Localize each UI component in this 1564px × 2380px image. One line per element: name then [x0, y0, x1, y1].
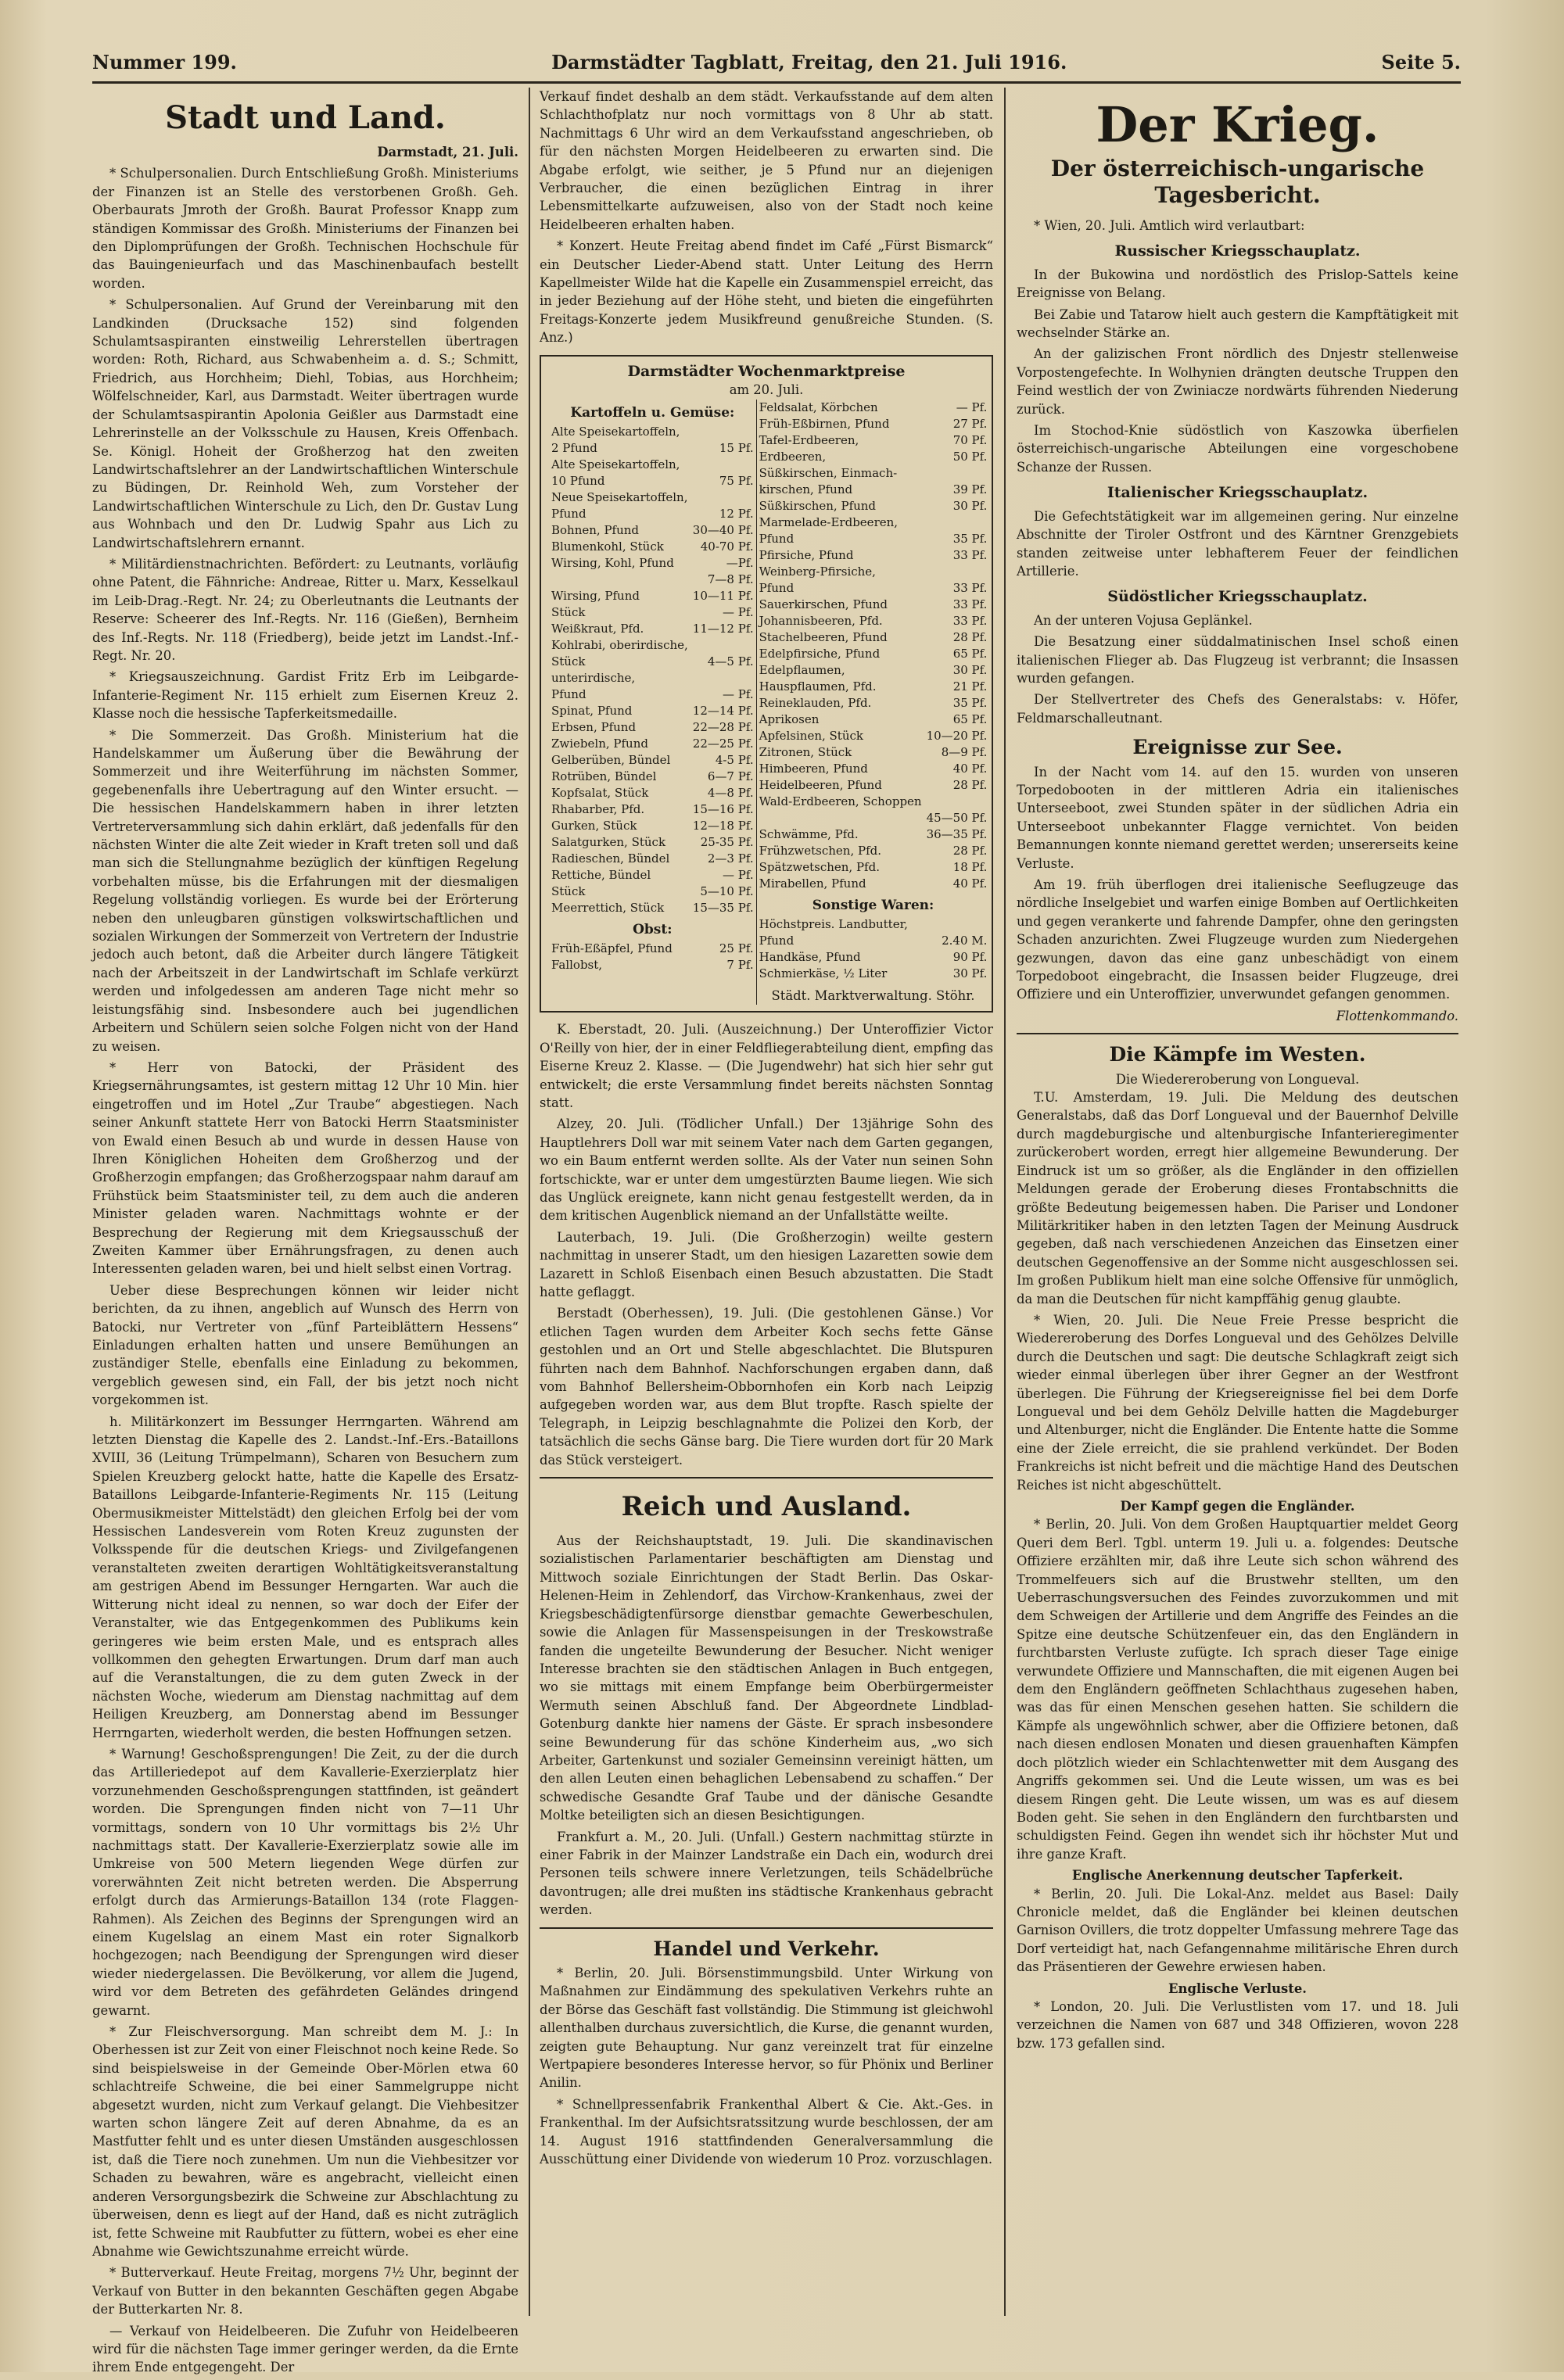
subheading: Südöstlicher Kriegsschauplatz. [1107, 588, 1368, 606]
price-item [757, 810, 924, 826]
price-value: 65 Pf. [952, 711, 988, 726]
article: Alzey, 20. Juli. (Tödlicher Unfall.) Der 13jährige Sohn des Hauptlehrers Doll war mit seinem Vater nach dem Garten gegangen, wo ein Baum entfernt werden sollte. Als der Vater nun seinen Sohn fortschickte, war er unter dem umgestürzten Baume liegen. Wie sich das Unglück ereignete, kann nicht genau festgestellt werden, da in dem kritischen Augenblick niemand an der Unfallstätte weilte. [540, 1117, 993, 1224]
price-row [757, 728, 990, 744]
article: Frankfurt a. M., 20. Juli. (Unfall.) Gestern nachmittag stürzte in einer Fabrik in der Mainzer Landstraße ein Dach ein, wodurch drei Personen teils schwere innere Verletzungen, teils Schädelbrüche davontrugen; alle drei mußten ins städtische Krankenhaus gebracht werden. [540, 1829, 993, 1918]
article: — Verkauf von Heidelbeeren. Die Zufuhr von Heidelbeeren wird für die nächsten Tage immer geringer werden, da die Ernte ihrem Ende entgegengeht. Der [92, 2323, 518, 2375]
price-item: unterirdische, [551, 670, 636, 685]
price-row [549, 440, 756, 457]
price-row [757, 400, 990, 416]
price-value [932, 916, 990, 933]
market-title: Darmstädter Wochenmarktpreise [627, 362, 906, 380]
price-table [757, 916, 990, 982]
price-item [549, 572, 691, 588]
price-row [549, 785, 756, 801]
price-value: 40 Pf. [952, 761, 988, 776]
price-value: 65 Pf. [952, 646, 988, 661]
price-value: 28 Pf. [952, 843, 988, 858]
price-item: Weißkraut, Pfd. [551, 621, 644, 636]
price-item: Radieschen, Bündel [551, 851, 670, 866]
article: * Militärdienstnachrichten. Befördert: zu Leutnants, vorläufig ohne Patent, die Fähnriche: Andreae, Ritter u. Marx, Kesselkaul im Leib-Drag.-Regt. Nr. 24; zu Oberleutnants die Leutnants der Reserve: Scheerer des Inf.-Regts. Nr. 116 (Gießen), Bernheim des Inf.-Regts. Nr. 118 (Friedberg), beide jetzt im Landst.-Inf.-Regt. Nr. 20. [92, 556, 518, 663]
price-item: Wald-Erdbeeren, Schoppen [759, 794, 922, 808]
price-row [757, 564, 990, 580]
price-item: Edelpflaumen, [759, 662, 845, 677]
price-row [757, 547, 990, 564]
article: * Zur Fleischversorgung. Man schreibt dem M. J.: In Oberhessen ist zur Zeit von einer Fleischnot noch keine Rede. So sind beispielsweise in der Gemeinde Ober-Mörlen etwa 60 schlachtreife Schweine, die bei einer Sammelgruppe nicht abgesetzt wurden, nicht zum Verkauf gelangt. Die Viehbesitzer warten schon längere Zeit auf deren Abnahme, da es an Mastfutter fehlt und es unter diesen Umständen ausgeschlossen ist, daß die Tiere noch zunehmen. Um nun die Viehbesitzer vor Schaden zu bewahren, wäre es angebracht, vielleicht einen anderen Versorgungsbezirk die Schweine zur Abschlachtung zu überweisen, denn es liegt auf der Hand, daß es nicht zuträglich ist, fette Schweine mit Raubfutter zu füttern, wobei es eher eine Abnahme wie Gewichtszunahme erreicht würde. [92, 2024, 518, 2259]
price-row [549, 522, 756, 539]
price-value: 18 Pf. [952, 859, 988, 874]
price-value: 40 Pf. [952, 876, 988, 891]
price-value: 33 Pf. [952, 613, 988, 628]
article: * Butterverkauf. Heute Freitag, morgens 7½ Uhr, beginnt der Verkauf von Butter in den bekannten Geschäften gegen Abgabe der Butterkarten Nr. 8. [92, 2265, 518, 2317]
price-item: Erbsen, Pfund [551, 719, 637, 734]
price-item: Fallobst, [551, 958, 603, 973]
article: An der galizischen Front nördlich des Dnjestr stellenweise Vorpostengefechte. In Wolhynien drängten deutsche Truppen den Feind westlich der von Zwiniacze nordwärts führenden Niederung zurück. [1017, 346, 1458, 417]
article: T.U. Amsterdam, 19. Juli. Die Meldung des deutschen Generalstabs, daß das Dorf Longueval und der Bauernhof Delville durch magdeburgische und altenburgische Infanterieregimenter zurückerobert worden, erregt hier allgemeine Bewunderung. Der Eindruck ist um so größer, als die Engländer in den offiziellen Meldungen gerade der Eroberung dieses Frontabschnitts die größte Bedeutung beigemessen haben. Die Pariser und Londoner Militärkritiker haben in den letzten Tagen der Meinung Ausdruck gegeben, daß nach verschiedenen Anzeichen das Einsetzen einer deutschen Gegenoffensive an der Somme nicht ausgeschlossen sei. Im großen Publikum hielt man eine solche Offensive für unmöglich, da man die Deutschen für nicht kampffähig genug glaubte. [1017, 1090, 1458, 1306]
price-row [549, 851, 756, 867]
price-row [757, 916, 990, 933]
price-table [549, 424, 756, 916]
article: * Berlin, 20. Juli. Börsenstimmungsbild. Unter Wirkung von Maßnahmen zur Eindämmung des spekulativen Verkehrs ruhte an der Börse das Geschäft fast vollständig. Die Stimmung ist gleichwohl allenthalben durchaus zuversichtlich, die Kurse, die genannt wurden, zeigten gute Behauptung. Nur ganz vereinzelt trat für einzelne Wertpapiere besonderes Interesse hervor, so für Phönix und Berliner Anilin. [540, 1966, 993, 2091]
price-value: 15—35 Pf. [692, 900, 754, 915]
price-item: Edelpfirsiche, Pfund [759, 646, 881, 661]
price-row [757, 531, 990, 547]
price-value: — Pf. [722, 604, 754, 619]
price-item: Spätzwetschen, Pfd. [759, 859, 880, 874]
price-item: Pfund [759, 933, 795, 948]
price-item: kirschen, Pfund [759, 482, 853, 496]
price-value: 35 Pf. [952, 695, 988, 710]
price-value: —Pf. [726, 555, 754, 570]
price-value: 22—25 Pf. [692, 736, 754, 751]
signature: Der Stellvertreter des Chefs des Generalstabs: v. Höfer, Feldmarschalleutnant. [1017, 692, 1458, 726]
article: * Berlin, 20. Juli. Von dem Großen Hauptquartier meldet Georg Queri dem Berl. Tgbl. unterm 19. Juli u. a. folgendes: Deutsche Offiziere erzählten mir, daß ihre Leute sich schon während des Trommelfeuers sich auf die Brustwehr stellten, um den Ueberraschungsversuchen des Feindes zuvorzukommen und mit dem Schweigen der Artillerie und dem Angriffe des Feindes an die Spitze eine deutsche Schützenfeuer ein, das den Engländern in furchtbarsten Verluste zufügte. Ich sprach dieser Tage einige verwundete Offiziere und Mannschaften, die mit eigenen Augen bei dem den Engländern geöffneten Schlachthaus zugesehen haben, was das für einen Menschen gesehen hatten. Sie schildern die Kämpfe als ungewöhnlich schwer, aber die Offiziere betonen, daß nach diesen endlosen Monaten und diesen grauenhaften Kämpfen doch plötzlich wieder ein Schlachtenwetter mit dem Ausgang des Angriffs gekommen sei. Und die Leute wissen, um was es bei diesem Ringen geht. Die Leute wissen, um was es auf diesem Boden geht. Sie sehen in den Engländern den furchtbarsten und schuldigsten Feind. Gegen ihn wendet sich ihr höchster Mut und ihre ganze Kraft. [1017, 1517, 1458, 1862]
article: * Schulpersonalien. Auf Grund der Vereinbarung mit den Landkinden (Drucksache 152) sind folgenden Schulamtsaspiranten einstweilig Lehrerstellen übertragen worden: Roth, Richard, aus Schwabenheim a. d. S.; Schmitt, Friedrich, aus Horchheim; Diehl, Tobias, aus Horchheim; Wölfelschneider, Karl, aus Darmstadt. Weiter übertragen wurde der Schulamtsaspirantin Apolonia Geißler aus Darmstadt eine Lehrerinstelle an der Volksschule zu Hausen, Kreis Offenbach. Se. Königl. Hoheit der Großherzog hat den zweiten Landwirtschaftslehrer an der Landwirtschaftlichen Winterschule zu Büdingen, Dr. Reinhold Weh, zum Vorsteher der Landwirtschaftlichen Winterschule zu Lich, den Dr. Gustav Lung aus Wohnbach und den Dr. Ludwig Spahr aus Lich zu Landwirtschaftslehrern ernannt. [92, 297, 518, 550]
price-item: Bohnen, Pfund [551, 522, 640, 537]
price-value: 75 Pf. [719, 473, 754, 488]
price-value: 8—9 Pf. [941, 744, 988, 759]
price-item: Hauspflaumen, Pfd. [759, 679, 877, 694]
price-value: 2.40 M. [942, 933, 988, 948]
price-item: Rettiche, Bündel [551, 867, 651, 882]
section-rule [1017, 1033, 1458, 1034]
price-row [549, 637, 756, 654]
article: Im Stochod-Knie südöstlich von Kaszowka überfielen österreichisch-ungarische Abteilungen eine vorgeschobene Schanze der Russen. [1017, 423, 1458, 475]
price-value: 28 Pf. [952, 777, 988, 792]
price-value: 11—12 Pf. [692, 621, 754, 636]
price-item: Johannisbeeren, Pfd. [759, 613, 883, 628]
price-value: 27 Pf. [952, 416, 988, 431]
price-row [549, 736, 756, 752]
section-title: Handel und Verkehr. [653, 1937, 880, 1960]
price-value: 30 Pf. [952, 966, 988, 980]
article: Am 19. früh überflogen drei italienische Seeflugzeuge das nördliche Inselgebiet und warfen einige Bomben auf Oertlichkeiten und gegen verankerte und fahrende Dampfer, ohne den geringsten Schaden anzurichten. Zwei Flugzeuge wurden zum Niedergehen gezwungen, davon das eine ganz unbeschädigt von einem Torpedoboot eingebracht, die Insassen beider Flugzeuge, drei Offiziere und ein Unteroffizier, unverwundet gefangen genommen. [1017, 877, 1458, 1002]
price-value: 39 Pf. [952, 482, 988, 496]
article: * Wien, 20. Juli. Amtlich wird verlautbart: [1034, 218, 1305, 233]
section-title: Reich und Ausland. [621, 1491, 912, 1523]
column-war [1017, 90, 1458, 2056]
price-item: Höchstpreis. Landbutter, [759, 916, 908, 931]
price-item: Pfirsiche, Pfund [759, 547, 854, 562]
price-item: Stück [551, 654, 586, 668]
article: * Die Sommerzeit. Das Großh. Ministerium hat die Handelskammer um Äußerung über die Bewährung der Sommerzeit und ihre Weiterführung im nächsten Sommer, gegebenenfalls ihre Uebertragung auf den Winter ersucht. — Die hessischen Handelskammern haben in ihrer letzten Vertreterversammlung sich dahin erklärt, daß jedenfalls für den nächsten Winter die alte Zeit wieder in Kraft treten soll und daß man sich die Stellungnahme bezüglich der künftigen Regelung vorbehalten müsse, bis die Erfahrungen mit der diesmaligen Regelung vollständig vorliegen. Es wurde bei der Erörterung neben den unleugbaren günstigen volkswirtschaftlichen und sozialen Wirkungen der Sommerzeit von Vertretern der Industrie jedoch auch betont, daß die Arbeiter durch längere Tätigkeit nach der Arbeitszeit in der Landwirtschaft im Schlafe verkürzt werden und infolgedessen am anderen Tage nicht mehr so leistungsfähig sind. Insbesondere auch bei jugendlichen Arbeitern und Schülern seien solche Folgen nicht von der Hand zu weisen. [92, 727, 518, 1054]
price-item: Alte Speisekartoffeln, [551, 457, 680, 471]
price-value: 7 Pf. [726, 958, 754, 973]
article: h. Militärkonzert im Bessunger Herrngarten. Während am letzten Dienstag die Kapelle des 2. Landst.-Inf.-Ers.-Bataillons XVIII, 36 (Leitung Trümpelmann), Scharen von Besuchern zum Spielen Kreuzberg gelockt hatte, hatte die Kapelle des Ersatz-Bataillons Leibgarde-Infanterie-Regiments Nr. 115 (Leitung Obermusikmeister Mittelstädt) den gleichen Erfolg bei der vom Hessischen Landesverein vom Roten Kreuz zugunsten der Volksspende für die deutschen Kriegs- und Zivilgefangenen veranstalteten zweiten derartigen Wohltätigkeitsveranstaltung am gestrigen Abend im Bessunger Herngarten. War auch die Witterung nicht ideal zu nennen, so war doch der Eifer der Veranstalter, wie das Entgegenkommen des Publikums kein geringeres wie beim ersten Male, und es entsprach alles vollkommen den gehegten Erwartungen. Drum darf man auch auf die Veranstaltungen, die zu dem guten Zweck in der nächsten Woche, wiederum am Dienstag nachmittag auf dem Heiligen Kreuzberg, am Donnerstag abend im Bessunger Herrngarten, wiederholt werden, die besten Hoffnungen setzen. [92, 1414, 518, 1740]
price-item: Salatgurken, Stück [551, 834, 666, 849]
price-value: — Pf. [722, 686, 754, 701]
subheading: Russischer Kriegsschauplatz. [1114, 242, 1361, 260]
price-row [549, 769, 756, 785]
price-value: 30—40 Pf. [692, 522, 754, 537]
price-item: Pfund [551, 506, 586, 521]
price-value: 15—16 Pf. [692, 801, 754, 816]
price-value: 28 Pf. [952, 629, 988, 644]
price-row [757, 432, 990, 449]
price-row [549, 572, 756, 588]
price-row [757, 810, 990, 826]
section-rule [540, 1477, 993, 1479]
market-footer: Städt. Marktverwaltung. Stöhr. [771, 987, 975, 1003]
price-value: 15 Pf. [719, 440, 754, 455]
price-row [757, 514, 990, 531]
price-value [924, 514, 990, 531]
price-row [757, 580, 990, 597]
price-value: 4—5 Pf. [707, 654, 754, 668]
price-row [549, 867, 756, 884]
price-item: Spinat, Pfund [551, 703, 633, 718]
price-item: Stück [551, 884, 586, 898]
price-row [757, 465, 990, 482]
price-row [549, 719, 756, 736]
price-item: Mirabellen, Pfund [759, 876, 866, 891]
article: An der unteren Vojusa Geplänkel. [1034, 612, 1253, 628]
price-row [757, 629, 990, 646]
price-row [549, 900, 756, 916]
column-divider [1004, 88, 1006, 2316]
subheading: Die Wiedereroberung von Longueval. [1115, 1071, 1360, 1087]
price-item: Zwiebeln, Pfund [551, 736, 648, 751]
price-value: 7—8 Pf. [707, 572, 754, 586]
subheading: Englische Verluste. [1168, 1980, 1307, 1996]
price-item: Neue Speisekartoffeln, [551, 489, 688, 504]
price-value: 35 Pf. [952, 531, 988, 546]
subheading: Der Kampf gegen die Engländer. [1120, 1499, 1355, 1514]
article: Verkauf findet deshalb an dem städt. Verkaufsstande auf dem alten Schlachthofplatz nur noch vormittags von 8 Uhr ab statt. Nachmittags 6 Uhr wird an dem Verkaufsstand angeschrieben, ob für den nächsten Morgen Heidelbeeren zu erwarten sind. Die Abgabe erfolgt, wie seither, je 5 Pfund nur an diejenigen Verbraucher, die einen bezüglichen Eintrag in ihrer Lebensmittelkarte aufzuweisen, also von der Stadt noch keine Heidelbeeren erhalten haben. [540, 89, 993, 232]
article: Lauterbach, 19. Juli. (Die Großherzogin) weilte gestern nachmittag in unserer Stadt, um den hiesigen Lazaretten sowie dem Lazarett in Schloß Eisenbach einen Besuch abzustatten. Die Stadt hatte geflaggt. [540, 1229, 993, 1299]
price-item: Handkäse, Pfund [759, 949, 861, 964]
article: Aus der Reichshauptstadt, 19. Juli. Die skandinavischen sozialistischen Parlamentarier beschäftigten am Dienstag und Mittwoch soziale Einrichtungen der Stadt Berlin. Das Oskar-Helenen-Heim in Zehlendorf, das Virchow-Krankenhaus, zwei der Kriegsbeschädigtenfürsorge dienstbar gemachte Gewerbeschulen, sowie die Anlagen für Massenspeisungen in der Treskowstraße fanden die ungeteilte Bewunderung der Besucher. Nicht weniger Interesse brachten sie den städtischen Anlagen in Buch entgegen, wo sie mittags mit einem Empfange beim Oberbürgermeister Wermuth seinen Abschluß fand. Der Abgeordnete Lindblad-Gotenburg dankte hier namens der Gäste. Er sprach insbesondere seine Bewunderung für das schöne Kinderheim aus, „wo sich Arbeiter, Gartenkunst und sozialer Gemeinsinn vereinigt hätten, um den allen Leuten einen behaglichen Lebensabend zu schaffen.“ Der schwedische Gesandte Graf Taube und der dänische Gesandte Moltke beteiligten sich an diesen Besichtigungen. [540, 1533, 993, 1823]
price-value: 33 Pf. [952, 547, 988, 562]
price-value [691, 489, 756, 506]
market-left [549, 400, 756, 1005]
price-row [549, 941, 756, 957]
section-title: Der Krieg. [1096, 96, 1379, 153]
price-row [549, 686, 756, 703]
article: * Berlin, 20. Juli. Die Lokal-Anz. meldet aus Basel: Daily Chronicle meldet, daß die Engländer bei kleinen deutschen Garnison Ovillers, die trotz doppelter Umfassung mehrere Tage das Dorf verteidigt hat, nach Gefangennahme militärische Ehren durch das Präsentieren der Gewehre erwiesen haben. [1017, 1886, 1458, 1975]
price-row [757, 416, 990, 432]
price-row [549, 604, 756, 621]
price-row [549, 703, 756, 719]
masthead: Darmstädter Tagblatt, Freitag, den 21. Juli 1916. [551, 50, 1067, 73]
price-row [757, 646, 990, 662]
price-item: Sauerkirschen, Pfund [759, 597, 888, 611]
section-title: Stadt und Land. [165, 99, 446, 136]
price-value: 12—18 Pf. [692, 818, 754, 833]
price-row [757, 966, 990, 982]
article: In der Bukowina und nordöstlich des Prislop-Sattels keine Ereignisse von Belang. [1017, 267, 1458, 301]
page-number: Seite 5. [1381, 50, 1461, 73]
price-item: Reineklauden, Pfd. [759, 695, 872, 710]
price-row [549, 801, 756, 818]
price-item: Schmierkäse, ½ Liter [759, 966, 888, 980]
market-head: Kartoffeln u. Gemüse: [570, 404, 735, 421]
article: * Herr von Batocki, der Präsident des Kriegsernährungsamtes, ist gestern mittag 12 Uhr 10 Min. hier eingetroffen und im Hotel „Zur Traube“ abgestiegen. Nach seiner Ankunft stattete Herr von Batocki Herrn Staatsminister von Ewald einen Besuch ab und wurde in dessen Hause von Ihren Königlichen Hoheiten dem Großherzog und der Großherzogin empfangen; das Großherzogspaar nahm darauf am Frühstück beim Staatsminister teil, zu dem auch die anderen Minister geladen waren. Nachmittags wohnte er der Besprechung der Regierung mit dem Kriegsausschuß der Zweiten Kammer über Ernährungsfragen, zu denen auch Interessenten geladen waren, bei und hielt selbst einen Vortrag. [92, 1059, 518, 1277]
price-row [549, 834, 756, 851]
price-row [549, 473, 756, 489]
price-row [757, 695, 990, 711]
price-item: Rhabarber, Pfd. [551, 801, 645, 816]
price-item: Blumenkohl, Stück [551, 539, 664, 554]
price-value: 70 Pf. [952, 432, 988, 447]
price-item: Himbeeren, Pfund [759, 761, 868, 776]
price-value: 22—28 Pf. [692, 719, 754, 734]
price-item: Früh-Eßbirnen, Pfund [759, 416, 890, 431]
price-value: 6—7 Pf. [707, 769, 754, 783]
price-table [549, 941, 756, 973]
price-value: — Pf. [956, 400, 988, 414]
price-value: 36—35 Pf. [926, 826, 988, 841]
price-item: Tafel-Erdbeeren, [759, 432, 859, 447]
price-value: 21 Pf. [952, 679, 988, 694]
price-row [757, 859, 990, 876]
price-item: Kohlrabi, oberirdische, [551, 637, 688, 652]
price-row [549, 588, 756, 604]
price-row [757, 761, 990, 777]
price-row [757, 826, 990, 843]
price-value [691, 637, 756, 654]
column-middle [540, 88, 993, 2171]
price-value: 30 Pf. [952, 662, 988, 677]
column-divider [529, 88, 530, 2316]
price-row [549, 884, 756, 900]
price-item: Stachelbeeren, Pfund [759, 629, 888, 644]
price-value [691, 457, 756, 473]
subheading: Englische Anerkennung deutscher Tapferkeit. [1071, 1868, 1404, 1884]
price-value: 12—14 Pf. [692, 703, 754, 718]
price-item: Wirsing, Pfund [551, 588, 640, 603]
market-date: am 20. Juli. [729, 382, 804, 398]
price-item: Aprikosen [759, 711, 820, 726]
price-row [757, 794, 990, 810]
price-row [757, 843, 990, 859]
price-row [549, 957, 756, 973]
article: Bei Zabie und Tatarow hielt auch gestern die Kampftätigkeit mit wechselnder Stärke an. [1017, 306, 1458, 341]
market-price-box [540, 355, 993, 1013]
price-item: Marmelade-Erdbeeren, [759, 514, 899, 529]
price-item: Gurken, Stück [551, 818, 637, 833]
price-value [691, 424, 756, 440]
section-rule [540, 1927, 993, 1929]
price-item: Kopfsalat, Stück [551, 785, 649, 800]
price-row [757, 876, 990, 892]
price-row [549, 818, 756, 834]
article: * Kriegsauszeichnung. Gardist Fritz Erb im Leibgarde-Infanterie-Regiment Nr. 115 erhielt zum Eisernen Kreuz 2. Klasse noch die hessische Tapferkeitsmedaille. [92, 669, 518, 722]
market-head: Sonstige Waren: [812, 897, 934, 913]
price-item: Meerrettich, Stück [551, 900, 665, 915]
price-value: 30 Pf. [952, 498, 988, 513]
signature: Flottenkommando. [1336, 1008, 1458, 1023]
price-item: Stück [551, 604, 586, 619]
price-item: Feldsalat, Körbchen [759, 400, 878, 414]
price-value: 40-70 Pf. [700, 539, 754, 554]
price-value: 5—10 Pf. [700, 884, 754, 898]
price-row [549, 539, 756, 555]
price-row [757, 744, 990, 761]
price-item: Zitronen, Stück [759, 744, 852, 759]
article: * Warnung! Geschoßsprengungen! Die Zeit, zu der die durch das Artilleriedepot auf dem Kavallerie-Exerzierplatz hier vorzunehmenden Geschoßsprengungen stattfinden, ist geändert worden. Die Sprengungen finden nicht von 7—11 Uhr vormittags, sondern von 10 Uhr vormittags bis 2½ Uhr nachmittags statt. Der Kavallerie-Exerzierplatz sowie alle im Umkreise von 500 Metern liegenden Wege dürfen zur vorerwähnten Zeit nicht betreten werden. Die Absperrung erfolgt durch das Armierungs-Bataillon 134 (rote Flaggen-Rahmen). Als Zeichen des Beginns der Sprengungen wird an einem Kugelslag an einem Mast ein roter Signalkorb hochgezogen; nach Beendigung der Sprengungen wird dieser wieder niedergelassen. Die Bevölkerung, vor allem die Jugend, wird vor dem Betreten des gefährdeten Geländes dringend gewarnt. [92, 1746, 518, 2018]
subheading: Italienischer Kriegsschauplatz. [1107, 484, 1368, 502]
price-row [757, 597, 990, 613]
price-value: 50 Pf. [952, 449, 988, 464]
issue-number: Nummer 199. [92, 50, 237, 73]
price-item: Pfund [759, 531, 795, 546]
article: Die Besatzung einer süddalmatinischen Insel schoß einen italienischen Flieger ab. Das Flugzeug ist verbrannt; die Insassen wurden gefangen. [1017, 634, 1458, 686]
market-right [756, 400, 990, 1005]
price-value: 10—11 Pf. [692, 588, 754, 603]
price-row [757, 711, 990, 728]
price-value: 10—20 Pf. [926, 728, 988, 743]
price-row [757, 662, 990, 679]
section-subtitle: Der österreichisch-ungarische Tagesbericht. [1050, 156, 1425, 208]
price-value: 33 Pf. [952, 597, 988, 611]
price-value [924, 465, 990, 482]
price-value [924, 564, 990, 580]
price-row [549, 555, 756, 572]
price-item: Wirsing, Kohl, Pfund [551, 555, 674, 570]
price-item: Gelberüben, Bündel [551, 752, 671, 767]
price-row [757, 482, 990, 498]
article: * Schnellpressenfabrik Frankenthal Albert & Cie. Akt.-Ges. in Frankenthal. Im der Aufsichtsratssitzung wurde beschlossen, der am 14. August 1916 stattfindenden Generalversammlung die Ausschüttung einer Dividende von wiederum 10 Proz. vorzuschlagen. [540, 2096, 993, 2167]
price-value: 4-5 Pf. [715, 752, 754, 767]
price-item: Alte Speisekartoffeln, [551, 424, 680, 439]
price-item: 10 Pfund [551, 473, 605, 488]
price-table [757, 400, 990, 892]
market-head: Obst: [633, 921, 673, 937]
article: Die Gefechtstätigkeit war im allgemeinen gering. Nur einzelne Abschnitte der Tiroler Ostfront und des Kärntner Grenzgebiets standen zeitweise unter lebhafterem Feuer der feindlichen Artillerie. [1017, 508, 1458, 579]
price-row [549, 457, 756, 473]
price-item: Rotrüben, Bündel [551, 769, 657, 783]
article: K. Eberstadt, 20. Juli. (Auszeichnung.) Der Unteroffizier Victor O'Reilly von hier, der in einer Feldfliegerabteilung dient, empfing das Eiserne Kreuz 2. Klasse. — (Die Jugendwehr) hat sich hier sehr gut entwickelt; die erste Versammlung findet bereits nächsten Sonntag statt. [540, 1022, 993, 1110]
price-item: Apfelsinen, Stück [759, 728, 863, 743]
price-row [757, 949, 990, 966]
price-item: Frühzwetschen, Pfd. [759, 843, 882, 858]
price-row [757, 613, 990, 629]
price-item: Früh-Eßäpfel, Pfund [551, 941, 673, 956]
price-row [757, 933, 990, 949]
price-row [549, 424, 756, 440]
price-value: 25 Pf. [719, 941, 754, 956]
dateline: Darmstadt, 21. Juli. [377, 145, 518, 160]
price-row [549, 489, 756, 506]
price-item: Heidelbeeren, Pfund [759, 777, 882, 792]
article: Berstadt (Oberhessen), 19. Juli. (Die gestohlenen Gänse.) Vor etlichen Tagen wurden dem Arbeiter Koch sechs fette Gänse gestohlen und an Ort und Stelle abgeschlachtet. Die Blutspuren führten nach dem Bahnhof. Nachforschungen ergaben dann, daß vom Bahnhof Bellersheim-Obbornhofen ein Korb nach Leipzig aufgegeben worden war, aus dem Blut tropfte. Rasch spielte der Telegraph, in Leipzig beschlagnahmte die Polizei den Korb, der tatsächlich die sechs Gänse barg. Die Tiere wurden dort für 20 Mark das Stück versteigert. [540, 1306, 993, 1468]
page-header [92, 44, 1461, 80]
price-value [924, 794, 990, 810]
price-value: 90 Pf. [952, 949, 988, 964]
article: Ueber diese Besprechungen können wir leider nicht berichten, da zu ihnen, angeblich auf Wunsch des Herrn von Batocki, nur Vertreter von „fünf Parteiblättern Hessens“ Einladungen erhalten hatten und unsere Bemühungen an zuständiger Stelle, ebenfalls eine Einladung zu bekommen, vergeblich gewesen sind, ein Fall, der bis jetzt noch nicht vorgekommen ist. [92, 1282, 518, 1408]
price-item: Erdbeeren, [759, 449, 827, 464]
price-value: 25-35 Pf. [700, 834, 754, 849]
column-local-news [92, 90, 518, 2380]
header-rule [92, 81, 1461, 84]
price-value [691, 670, 756, 686]
article: * Konzert. Heute Freitag abend findet im Café „Fürst Bismarck“ ein Deutscher Lieder-Abend statt. Unter Leitung des Herrn Kapellmeister Wilde hat die Kapelle ein Zusammenspiel erreicht, das in jeder Beziehung auf der Höhe steht, und bieten die eingeführten Freitags-Konzerte jedem Musikfreund genußreiche Stunden. (S. Anz.) [540, 238, 993, 346]
price-row [549, 670, 756, 686]
price-value: 2—3 Pf. [707, 851, 754, 866]
price-item: Süßkirschen, Pfund [759, 498, 877, 513]
section-title: Die Kämpfe im Westen. [1109, 1043, 1366, 1066]
price-item: Weinberg-Pfirsiche, [759, 564, 876, 579]
article: * Wien, 20. Juli. Die Neue Freie Presse bespricht die Wiedereroberung des Dorfes Longueval und des Gehölzes Delville durch die Deutschen und sagt: Die deutsche Schlagkraft zeigt sich wieder einmal überlegen über ihrer Gegner an der Westfront überlegen. Die Führung der Kriegsereignisse fiel bei dem Dorfe Longueval und bei dem Gehölz Delville hatten die Magdeburger und Altenburger, nicht die Engländer. Die Entente hatte die Somme eine der Ziele erreicht, die sie prahlend verkündet. Der Boden Frankreichs ist nicht befreit und die mächtige Hand des Deutschen Reiches ist nicht abgeschüttelt. [1017, 1312, 1458, 1493]
price-row [757, 679, 990, 695]
price-item: Pfund [759, 580, 795, 595]
price-item: Süßkirschen, Einmach- [759, 465, 898, 480]
price-row [549, 654, 756, 670]
price-row [757, 498, 990, 514]
price-item: Schwämme, Pfd. [759, 826, 859, 841]
price-row [757, 777, 990, 794]
price-value: 33 Pf. [952, 580, 988, 595]
price-row [549, 621, 756, 637]
price-value: 12 Pf. [719, 506, 754, 521]
price-row [549, 752, 756, 769]
article: In der Nacht vom 14. auf den 15. wurden von unseren Torpedobooten in der mittleren Adria ein italienisches Unterseeboot, zwei Stunden später in der südlichen Adria ein Unterseeboot unbekannter Flagge vernichtet. Von beiden Bemannungen konnte niemand gerettet werden; unsererseits keine Verluste. [1017, 764, 1458, 871]
section-title: Ereignisse zur See. [1132, 736, 1343, 759]
article: * London, 20. Juli. Die Verlustlisten vom 17. und 18. Juli verzeichnen die Namen von 687 und 348 Offizieren, wovon 228 bzw. 173 gefallen sind. [1017, 1998, 1458, 2051]
price-item: Pfund [551, 686, 586, 701]
price-value: 4—8 Pf. [707, 785, 754, 800]
article: * Schulpersonalien. Durch Entschließung Großh. Ministeriums der Finanzen ist an Stelle des verstorbenen Großh. Geh. Oberbaurats Jmroth der Großh. Baurat Professor Knapp zum ständigen Kommissar des Großh. Ministeriums der Finanzen bei den Diplomprüfungen der Großh. Technischen Hochschule für das Bauingenieurfach und das Maschinenbaufach bestellt worden. [92, 166, 518, 291]
price-row [549, 506, 756, 522]
price-value: — Pf. [722, 867, 754, 882]
price-value: 45—50 Pf. [926, 810, 988, 825]
price-item: 2 Pfund [551, 440, 597, 455]
price-row [757, 449, 990, 465]
